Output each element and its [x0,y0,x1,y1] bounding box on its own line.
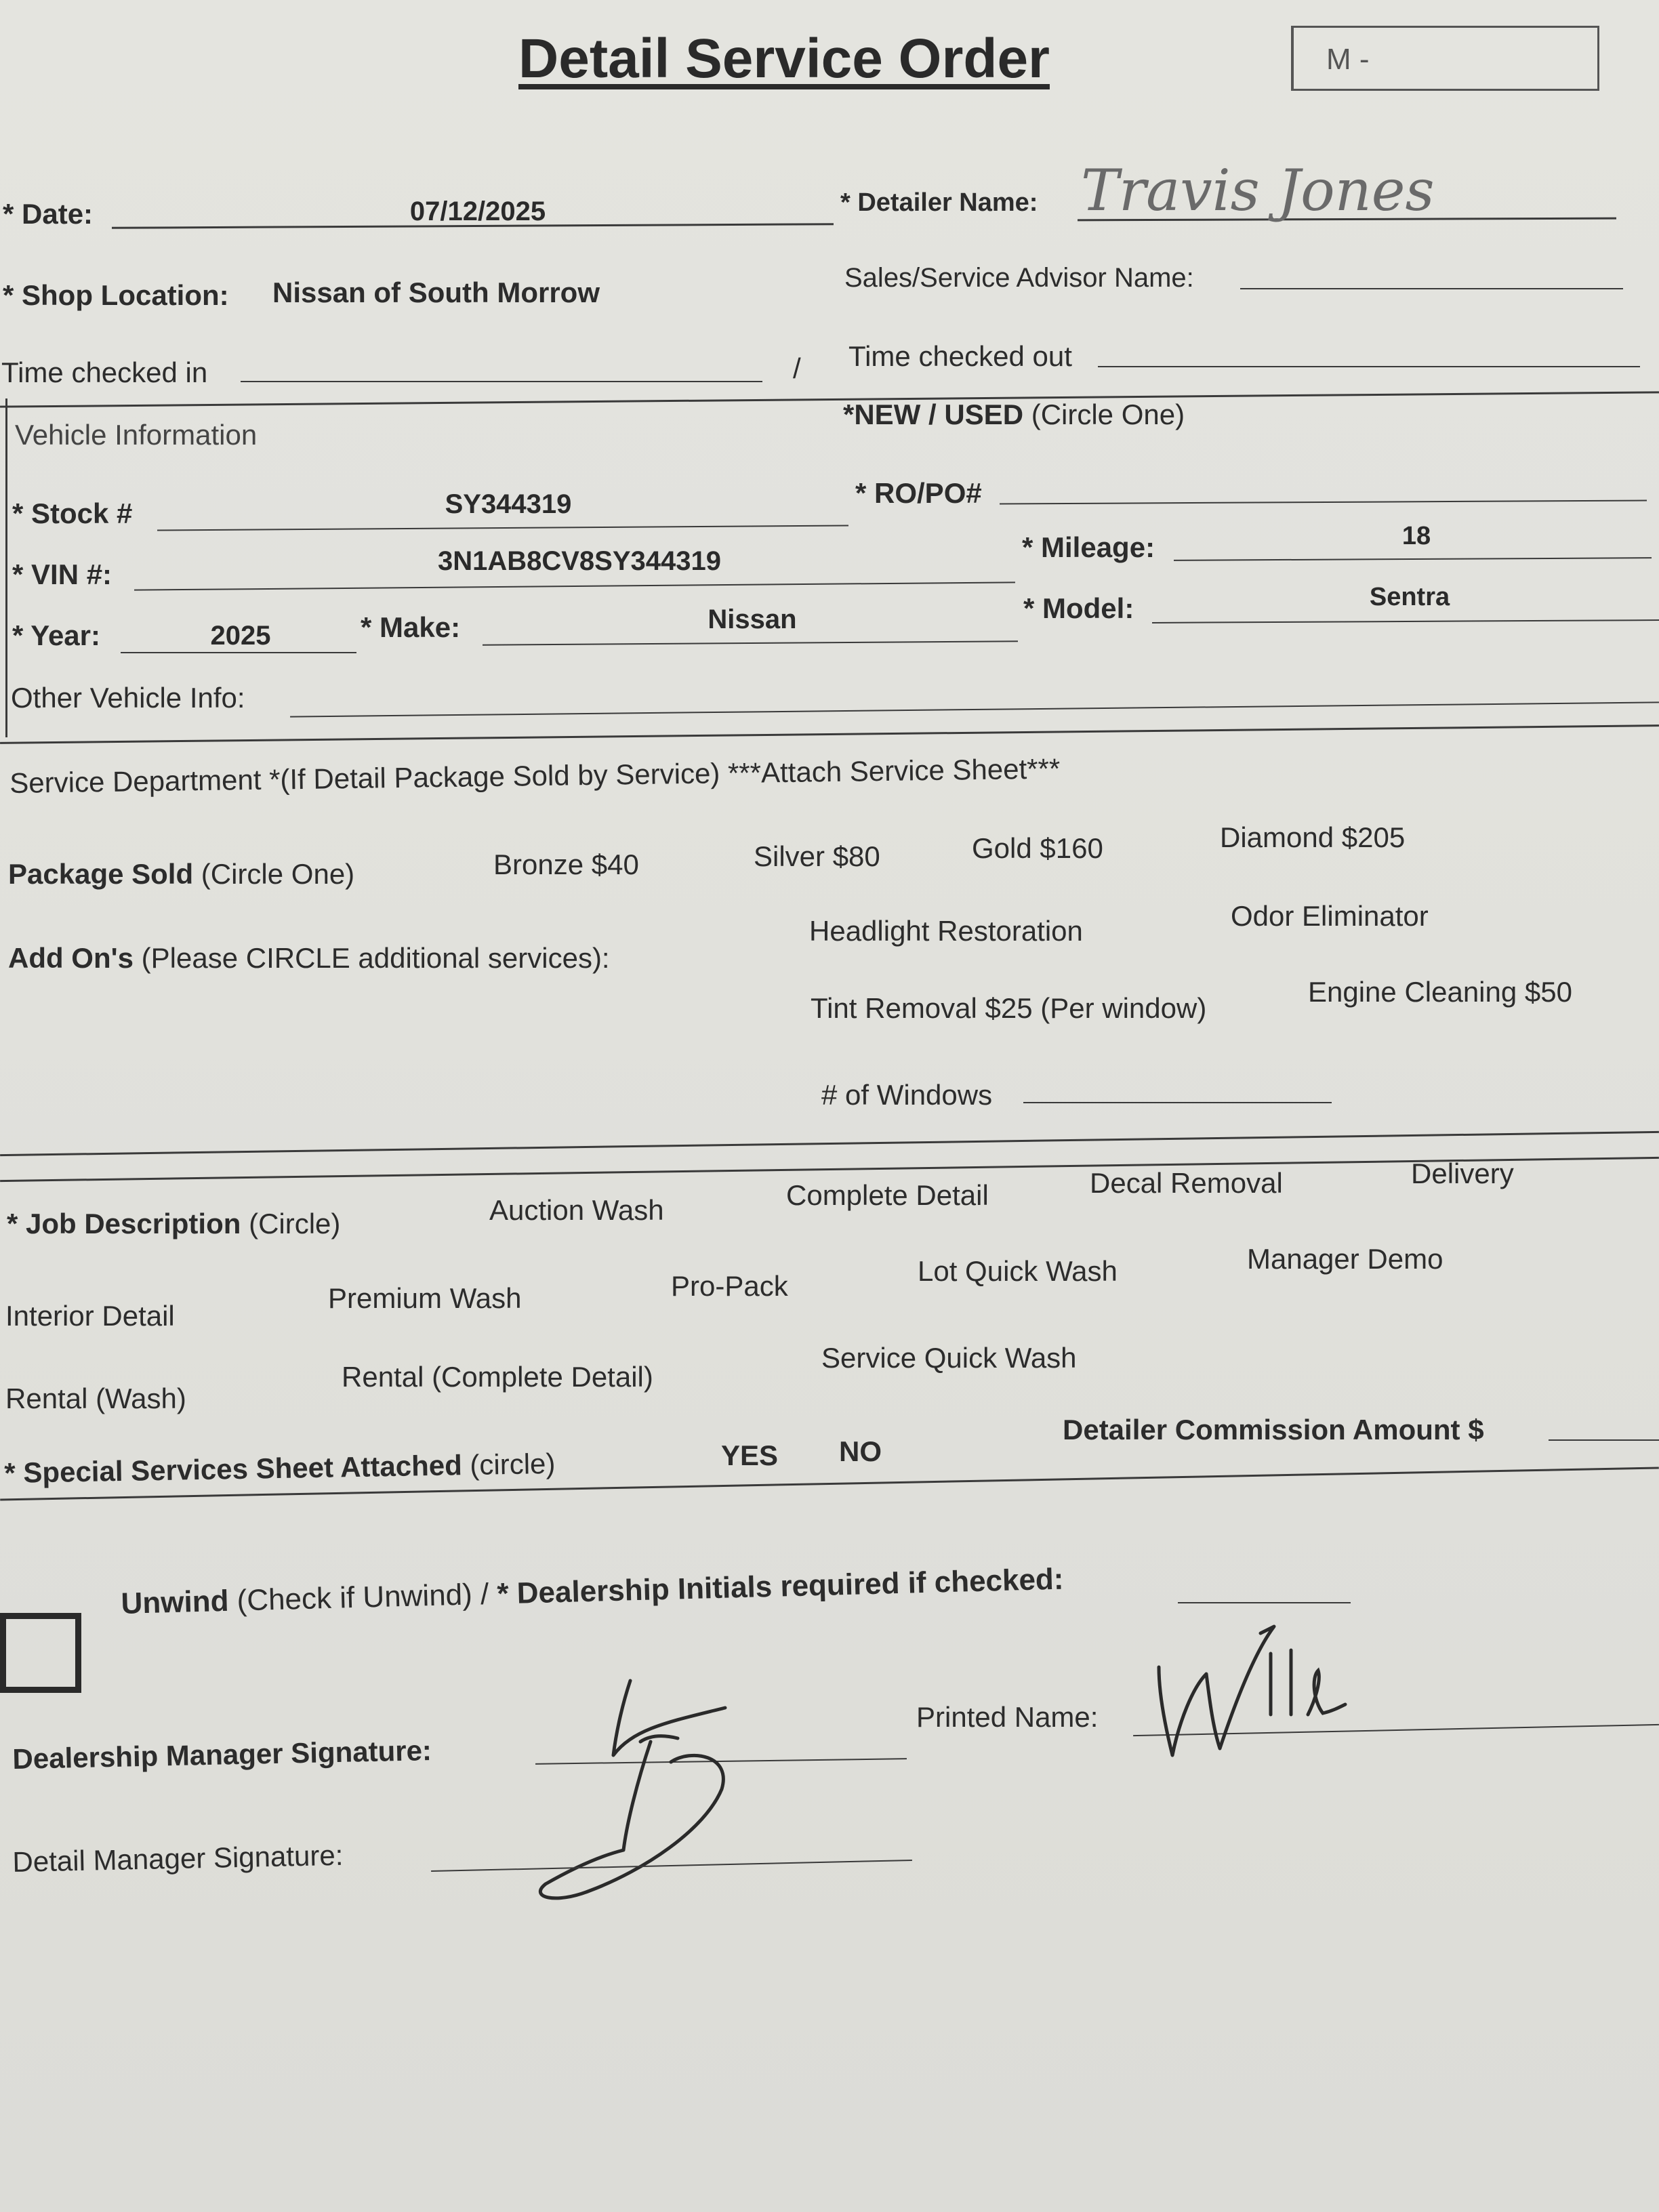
make-label: * Make: [361,611,461,643]
special-no-option[interactable]: NO [839,1435,882,1467]
special-yes-option[interactable]: YES [721,1439,779,1471]
time-out-line [1098,366,1640,367]
detail-manager-signature-label: Detail Manager Signature: [12,1839,344,1878]
ro-po-line [1000,499,1647,504]
job-pro-pack[interactable]: Pro-Pack [671,1270,788,1302]
addons-instruction: (Please CIRCLE additional services): [141,942,610,974]
form-number-box [1291,26,1599,91]
job-section-top-border [0,1157,1659,1182]
advisor-name-label: Sales/Service Advisor Name: [844,263,1194,293]
addon-tint-removal[interactable]: Tint Removal $25 (Per window) [811,992,1207,1024]
printed-name-label: Printed Name: [916,1701,1099,1733]
job-description-instruction: (Circle) [249,1208,341,1240]
unwind-label: Unwind [121,1584,230,1620]
ro-po-label: * RO/PO# [855,477,982,509]
date-label: * Date: [3,198,94,230]
addons-label: Add On's [8,942,134,974]
service-dept-label: Service Department *(If Detail Package Sold by Service) ***Attach Service Sheet*** [9,752,1061,799]
package-sold-label: Package Sold [8,858,194,890]
new-used-instruction: (Circle One) [1031,398,1185,430]
vin-label: * VIN #: [12,558,112,590]
dealership-initials-label: * Dealership Initials required if checked: [496,1562,1065,1611]
detailer-name-label: * Detailer Name: [840,188,1038,217]
shop-location-label: * Shop Location: [3,279,229,311]
job-decal-removal[interactable]: Decal Removal [1090,1167,1283,1199]
job-delivery[interactable]: Delivery [1411,1158,1514,1189]
commission-line [1549,1439,1659,1441]
unwind-group [121,1563,1064,1621]
addons-group [8,942,610,975]
unwind-instruction: (Check if Unwind) / [237,1577,489,1618]
model-value: Sentra [1369,583,1450,611]
make-line [483,640,1018,646]
shop-location-value: Nissan of South Morrow [272,276,600,308]
special-services-group [4,1448,556,1490]
commission-label: Detailer Commission Amount $ [1063,1414,1484,1446]
special-services-instruction: (circle) [470,1447,556,1481]
dealership-manager-signature-label: Dealership Manager Signature: [12,1734,432,1775]
job-lot-quick-wash[interactable]: Lot Quick Wash [918,1255,1118,1287]
form-number-label: M - [1326,43,1370,76]
stock-label: * Stock # [12,497,133,529]
detailer-name-value: Travis Jones [1081,157,1435,224]
time-in-line [241,381,762,382]
job-rental-complete-detail[interactable]: Rental (Complete Detail) [342,1361,653,1393]
job-description-group [7,1208,340,1240]
vehicle-section-left-border [5,398,7,737]
job-service-quick-wash[interactable]: Service Quick Wash [821,1342,1077,1374]
time-slash: / [793,352,801,384]
year-value: 2025 [210,621,271,651]
addon-engine-cleaning[interactable]: Engine Cleaning $50 [1308,976,1572,1008]
unwind-checkbox[interactable] [0,1613,81,1693]
service-section-bottom-border [0,1131,1659,1156]
stock-line [157,525,848,531]
job-manager-demo[interactable]: Manager Demo [1247,1243,1443,1275]
time-in-label: Time checked in [1,356,208,388]
package-gold[interactable]: Gold $160 [972,832,1103,864]
package-silver[interactable]: Silver $80 [754,840,880,872]
vin-value: 3N1AB8CV8SY344319 [437,546,722,576]
vin-line [134,581,1015,590]
vehicle-section-top-border [0,391,1659,407]
windows-count-line [1023,1102,1332,1103]
package-sold-group [8,858,354,890]
advisor-name-line [1240,288,1623,289]
make-value: Nissan [708,605,797,634]
special-services-label: * Special Services Sheet Attached [4,1449,463,1489]
mileage-value: 18 [1401,522,1431,550]
package-diamond[interactable]: Diamond $205 [1220,821,1406,853]
year-line [121,652,356,653]
time-out-label: Time checked out [848,340,1072,372]
date-value: 07/12/2025 [409,197,546,226]
job-rental-wash[interactable]: Rental (Wash) [5,1382,186,1414]
new-used-group [843,398,1185,431]
printed-name-signature [1145,1613,1349,1762]
job-interior-detail[interactable]: Interior Detail [5,1300,175,1332]
addon-odor-eliminator[interactable]: Odor Eliminator [1231,900,1429,932]
vehicle-section-bottom-border [0,724,1659,744]
model-label: * Model: [1023,592,1134,624]
year-label: * Year: [12,619,100,651]
package-sold-instruction: (Circle One) [201,858,355,890]
job-description-label: * Job Description [7,1208,241,1240]
vehicle-info-label: Vehicle Information [15,419,258,451]
new-used-label: *NEW / USED [843,398,1024,430]
form-title: Detail Service Order [518,28,1050,89]
job-complete-detail[interactable]: Complete Detail [786,1179,989,1211]
windows-count-label: # of Windows [821,1079,993,1111]
package-bronze[interactable]: Bronze $40 [493,848,639,880]
job-premium-wash[interactable]: Premium Wash [328,1282,522,1314]
other-vehicle-info-label: Other Vehicle Info: [11,682,245,714]
addon-headlight-restoration[interactable]: Headlight Restoration [809,915,1083,947]
mileage-label: * Mileage: [1022,531,1155,563]
dealership-initials-line [1178,1602,1351,1603]
other-vehicle-info-line [290,701,1659,717]
dealership-manager-signature [515,1674,773,1904]
job-auction-wash[interactable]: Auction Wash [489,1194,664,1226]
mileage-line [1174,557,1652,561]
stock-value: SY344319 [445,489,572,519]
model-line [1152,619,1659,623]
